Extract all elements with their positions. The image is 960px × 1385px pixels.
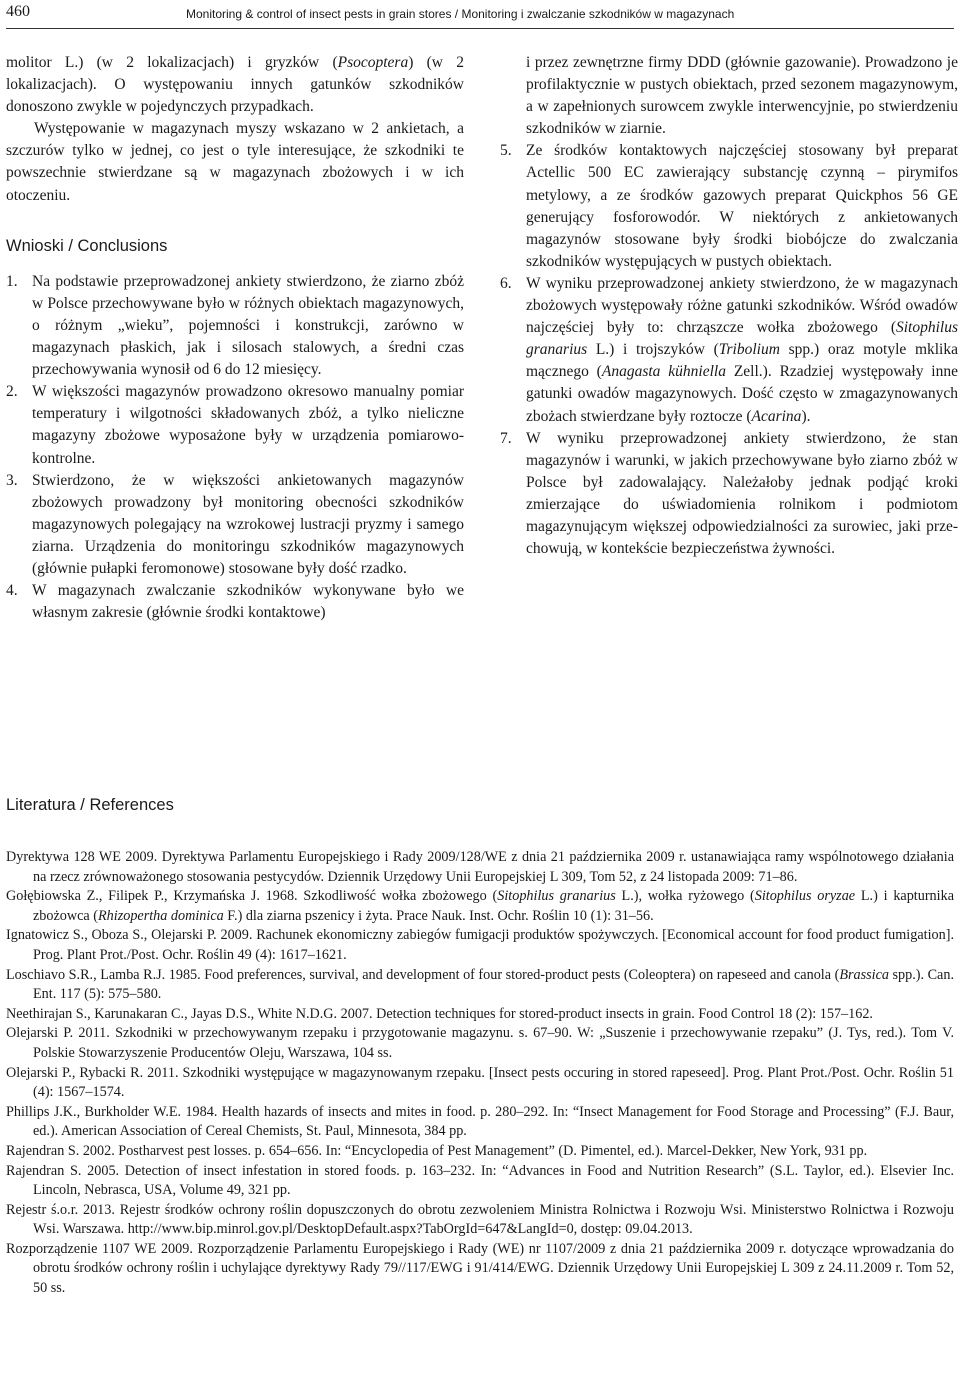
reference-item: Olejarski P. 2011. Szkodniki w przechowywanym rzepaku i przygotowanie magazynu. s. 67–90. W: „Suszenie i przechowywanie rzepaku” (J. Tys, red.). Tom V. Polskie Stowarzyszenie Producentów Oleju, Warszawa, 104 ss. — [6, 1025, 954, 1061]
conclusion-item-1: 1. Na podstawie przeprowadzonej ankiety stwierdzono, że ziarno zbóż w Polsce przechowywane było w różnych obiektach magazynowych, o różnym „wieku”, pojemności i konstrukcji, zarówno w magazynach płaskich, jak i silosach stalowych, a średni czas przechowywania wynosił od 6 do 12 miesięcy. — [6, 272, 464, 379]
reference-item: Dyrektywa 128 WE 2009. Dyrektywa Parlamentu Europejskiego i Rady 2009/128/WE z dnia 21 października 2009 r. ustanawiająca ramy wspólnotowego działania na rzecz zrównoważonego stosowania pestycydów. Dziennik Urzędowy Unii Europejskiej L 309, Tom 52, z 24 listopada 2009: 71–86. — [6, 849, 954, 885]
conclusion-item-4: 4. W magazynach zwalczanie szkodników wykonywane było we własnym zakresie (głównie środki kontaktowe) — [6, 582, 464, 622]
references-list — [6, 848, 954, 1299]
right-column — [500, 52, 958, 560]
page-number: 460 — [6, 3, 30, 20]
conclusions-list-continued — [500, 52, 958, 560]
reference-item: Olejarski P., Rybacki R. 2011. Szkodniki występujące w magazynowanym rzepaku. [Insect pests occuring in stored rapeseed]. Prog. Plant Prot./Post. Ochr. Roślin 51 (4): 1567–1574. — [6, 1064, 954, 1101]
conclusion-item-3: 3. Stwierdzono, że w większości ankietowanych magazynów zbożowych prowadzony był monitoring obecności szkodników magazynowych polegający na wzrokowej lustracji pryzmy i samego ziarna. Urządzenia do monitoringu szkodników magazynowych (głównie pułapki feromonowe) stosowane były dość rzadko. — [6, 471, 464, 577]
paragraph-rodents: Występowanie w magazynach myszy wskazano w 2 ankietach, a szczurów tylko w jednej, co jest o tyle interesujące, że szkodniki te powszechnie stwierdzane są w magazynach zbożowych i w ich otoczeniu. — [6, 120, 464, 204]
reference-item: Gołębiowska Z., Filipek P., Krzymańska J. 1968. Szkodliwość wołka zbożowego (Sitophilus granarius L.), wołka ryżowego (Sitophilus oryzae L.) i kapturnika zbożowca (Rhizopertha dominica F.) dla ziarna pszenicy i żyta. Prace Nauk. Inst. Ochr. Roślin 10 (1): 31–56. — [6, 888, 954, 924]
conclusion-item-6: 6. W wyniku przeprowadzonej ankiety stwierdzono, że w magazynach zbożowych występowały różne gatunki szkodników. Wśród owadów najczęściej były to: chrząszcze wołka zbożowego (Sitophilus granarius L.) i trojszyków (Tribolium spp.) oraz motyle mklika mącznego (Anagasta kühniella Zell.). Rzadziej występowały inne gatunki owadów magazynowych. Dość często w zmagazynowanych zbożach stwierdzane były roztocze (Acarina). — [500, 274, 958, 425]
running-header: Monitoring & control of insect pests in grain stores / Monitoring i zwalczanie szkodników w magazynach — [186, 7, 735, 21]
conclusion-item-5: 5. Ze środków kontaktowych najczęściej stosowany był preparat Actellic 500 EC zawierający substancję czynną – pirymifos metylowy, a ze środków gazowych preparat Quickphos 56 GE generujący fosforowodór. W niektórych z ankietowanych magazynów stosowane były środki biobójcze do zwalczania szkodników występujących w pustych obiektach. — [500, 142, 958, 270]
conclusion-item-7: 7. W wyniku przeprowadzonej ankiety stwierdzono, że stan magazynów i warunki, w jakich przechowywane było ziarno zbóż w Polsce był zadowalający. Należałoby jednak podjąć kroki zmierzające do uświadomienia rolnikom i podmiotom magazynującym większej odpowiedzialności za surowiec, jaki przechowują, w kontekście bezpieczeństwa żywności. — [500, 429, 958, 558]
reference-item: Rozporządzenie 1107 WE 2009. Rozporządzenie Parlamentu Europejskiego i Rady (WE) nr 1107/2009 z dnia 21 października 2009 r. dotyczące wprowadzania do obrotu środków ochrony roślin i uchylające dyrektywy Rady 79//117/EWG i 91/414/EWG. Dziennik Urzędowy Unii Europejskiej L 309 z 24.11.2009 r. Tom 52, 50 ss. — [6, 1240, 954, 1297]
conclusion-item-4-continued: i przez zewnętrzne firmy DDD (głównie gazowanie). Prowadzono je profilaktycznie w pustych obiektach, przed sezonem magazynowym, a w zapełnionych surowcem zwykle interwencyjnie, po stwierdzeniu szkodników w ziarnie. — [526, 54, 958, 138]
references-heading: Literatura / References — [6, 796, 174, 814]
reference-item: Ignatowicz S., Oboza S., Olejarski P. 2009. Rachunek ekonomiczny zabiegów fumigacji produktów spożywczych. [Economical account for food product fumigation]. Prog. Plant Prot./Post. Ochr. Roślin 49 (4): 1617–1621. — [6, 927, 954, 963]
paragraph-continued: molitor L.) (w 2 lokalizacjach) i gryzków (Psocoptera) (w 2 lokalizacjach). O występowaniu innych gatunków szkodników donoszono zwykle w pojedynczych przypadkach. — [6, 54, 464, 116]
reference-item: Neethirajan S., Karunakaran C., Jayas D.S., White N.D.G. 2007. Detection techniques for stored-product insects in grain. Food Control 18 (2): 157–162. — [6, 1005, 873, 1022]
conclusions-list — [6, 271, 464, 625]
conclusions-heading: Wnioski / Conclusions — [6, 236, 168, 255]
header-rule — [6, 28, 954, 29]
reference-item: Rajendran S. 2002. Postharvest pest losses. p. 654–656. In: “Encyclopedia of Pest Management” (D. Pimentel, ed.). Marcel-Dekker, New York, 931 pp. — [6, 1142, 868, 1159]
reference-item: Rajendran S. 2005. Detection of insect infestation in stored foods. p. 163–232. In: “Advances in Food and Nutrition Research” (S.L. Taylor, ed.). Elsevier Inc. Lincoln, Nebrasca, USA, Volume 49, 321 pp. — [6, 1162, 954, 1199]
reference-item: Loschiavo S.R., Lamba R.J. 1985. Food preferences, survival, and development of four stored-product pests (Coleoptera) on rapeseed and canola (Brassica spp.). Can. Ent. 117 (5): 575–580. — [6, 966, 954, 1003]
left-column — [6, 52, 464, 624]
reference-item: Rejestr ś.o.r. 2013. Rejestr środków ochrony roślin dopuszczonych do obrotu zezwoleniem Ministra Rolnictwa i Rozwoju Wsi. Ministerstwo Rolnictwa i Rozwoju Wsi. Warszawa. http://www.bip.minrol.gov.pl/DesktopDefault.aspx?TabOrgId=647&LangId=0, dostęp: 09.04.2013. — [6, 1201, 954, 1238]
reference-item: Phillips J.K., Burkholder W.E. 1984. Health hazards of insects and mites in food. p. 280–292. In: “Insect Management for Food Storage and Processing” (F.J. Baur, ed.). American Association of Cereal Chemists, St. Paul, Minnesota, 384 pp. — [6, 1103, 954, 1140]
conclusion-item-2: 2. W większości magazynów prowadzono okresowo manualny pomiar temperatury i wilgotności składowanych zbóż, a tylko nieliczne magazyny zbożowe wyposażone były w urządzenia pomiarowo-kontrolne. — [6, 383, 464, 467]
